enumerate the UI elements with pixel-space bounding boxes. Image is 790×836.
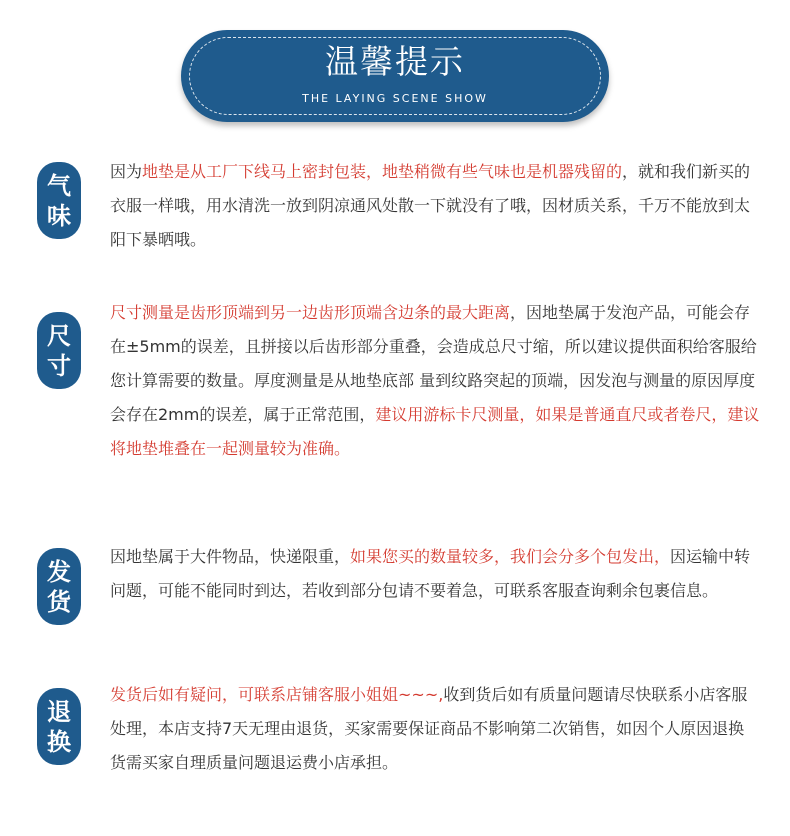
text-segment: 收到货后如有质量问题请尽快联系小店客服处理，本店支持7天无理由退货，买家需要保证商品不影响第二次销售，如因个人原因退换货需买家自理质量问题退运费小店承担。 <box>110 685 748 772</box>
section-text-smell <box>110 155 760 257</box>
section-badge-smell <box>37 162 81 239</box>
text-segment-highlight: 发货后如有疑问，可联系店铺客服小姐姐~~~, <box>110 685 444 704</box>
section-badge-size <box>37 312 81 389</box>
badge-char-top: 退 <box>47 697 71 726</box>
badge-char-bottom: 寸 <box>47 351 71 380</box>
section-text-returns <box>110 678 760 780</box>
badge-char-top: 气 <box>47 171 71 200</box>
section-text-shipping <box>110 540 760 608</box>
text-segment: ，就和我们新买的衣服一样哦，用水清洗一放到阴凉通风处散一下就没有了哦，因材质关系，千万不能放到太阳下暴晒哦。 <box>110 162 751 249</box>
badge-char-bottom: 换 <box>47 727 71 756</box>
title-banner <box>181 30 609 122</box>
text-segment-highlight: 地垫是从工厂下线马上密封包装，地垫稍微有些气味也是机器残留的 <box>142 162 623 181</box>
text-segment: 因为 <box>110 162 143 181</box>
badge-char-top: 尺 <box>47 321 71 350</box>
banner-subtitle: THE LAYING SCENE SHOW <box>302 92 488 105</box>
text-segment: 因运输中转问题，可能不能同时到达，若收到部分包请不要着急，可联系客服查询剩余包裹信息。 <box>110 547 751 600</box>
badge-char-top: 发 <box>47 557 71 586</box>
banner-title: 温馨提示 <box>325 42 465 81</box>
badge-char-bottom: 味 <box>47 201 71 230</box>
badge-char-bottom: 货 <box>47 587 71 616</box>
text-segment-highlight: 建议用游标卡尺测量，如果是普通直尺或者卷尺，建议将地垫堆叠在一起测量较为准确。 <box>110 405 760 458</box>
text-segment: ，因地垫属于发泡产品，可能会存在±5mm的误差，且拼接以后齿形部分重叠，会造成总尺寸缩，所以建议提供面积给客服给您计算需要的数量。厚度测量是从地垫底部 量到纹路突起的顶端，因发泡与测量的原因厚度会存在2mm的误差，属于正常范围， <box>110 303 757 424</box>
text-segment: 因地垫属于大件物品，快递限重， <box>110 547 351 566</box>
text-segment-highlight: 尺寸测量是齿形顶端到另一边齿形顶端含边条的最大距离 <box>110 303 511 322</box>
section-badge-returns <box>37 688 81 765</box>
section-text-size <box>110 296 760 466</box>
section-badge-shipping <box>37 548 81 625</box>
text-segment-highlight: 如果您买的数量较多，我们会分多个包发出， <box>350 547 671 566</box>
